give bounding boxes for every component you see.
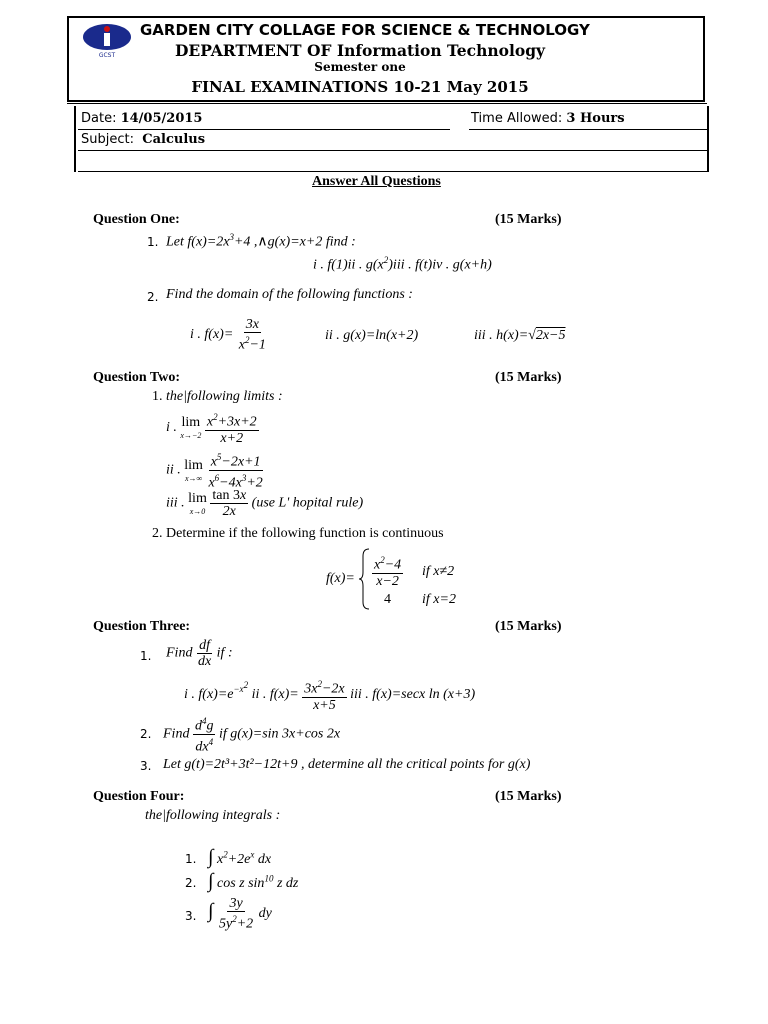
q2-item1-number: 1. (152, 389, 163, 404)
time-label: Time Allowed: (471, 111, 563, 126)
q4-item1-number: 1. (185, 852, 197, 866)
meta-bottom-line (78, 171, 707, 172)
q3-item3-text: Let g(t)=2t³+3t²−12t+9 , determine all the critical points for g(x) (163, 757, 531, 772)
q1-item1-text: Let $f(x)=2x^3+4$ ,∧g(x)=x+2 find : (166, 232, 356, 250)
q4-integral-3: ∫ $\frac{3y}{5y^2+2}$ dy (208, 896, 272, 932)
q3-item2-text: Find $\frac{d^4g}{dx^4}$ if g(x)=sin 3x+cos 2x (163, 716, 341, 755)
header-divider (67, 103, 707, 107)
meta-right-border (707, 106, 709, 172)
q1-domain-ii: ii . g(x)=ln(x+2) (325, 328, 419, 343)
subject-value: Calculus (142, 132, 206, 147)
date-field (81, 111, 202, 126)
subject-underline (78, 150, 707, 151)
q1-item1-parts: i . f(1)ii . $g(x^2)iii$ . f(t)iv . g(x+h) (313, 255, 492, 273)
piecewise-brace (358, 548, 370, 615)
q2-piecewise-case2: 4 (384, 592, 391, 607)
q4-integral-1: ∫ $x^2+2e^x$ dx (208, 846, 272, 868)
exam-title: FINAL EXAMINATIONS 10-21 May 2015 (191, 78, 529, 96)
q2-piecewise-lhs: f(x)= (326, 571, 355, 586)
q3-item1-number: 1. (140, 649, 152, 663)
question-one-title: Question One: (93, 212, 180, 227)
svg-text:GCST: GCST (98, 52, 116, 59)
subject-label: Subject: (81, 132, 134, 147)
question-four-marks: (15 Marks) (495, 789, 562, 804)
question-two-title: Question Two: (93, 370, 180, 385)
q2-limit-iii: iii . lim x→0 $\frac{\tan 3x}{2x}$ (use L' hopital rule) (166, 488, 364, 519)
time-value: 3 Hours (566, 111, 625, 126)
q4-item2-number: 2. (185, 876, 197, 890)
q2-limit-i: i . lim x→−2 $\frac{x^2+3x+2}{x+2}$ (166, 412, 257, 446)
question-two-marks: (15 Marks) (495, 370, 562, 385)
college-name: GARDEN CITY COLLAGE FOR SCIENCE & TECHNOLOGY (140, 21, 590, 39)
question-four-title: Question Four: (93, 789, 185, 804)
q3-item2-number: 2. (140, 727, 152, 741)
department-name: DEPARTMENT OF Information Technology (174, 41, 546, 60)
time-underline (469, 129, 707, 130)
date-value: 14/05/2015 (120, 111, 203, 126)
q1-item2-text: Find the domain of the following functions : (166, 287, 413, 302)
lhopital-note: (use L' hopital rule) (251, 495, 364, 511)
q2-piecewise-cond1: if x≠2 (422, 564, 455, 579)
subject-field (81, 132, 205, 147)
q2-limit-ii: ii . lim x→∞ $\frac{x^5-2x+1}{x^6-4x^3+2}$ (166, 452, 263, 491)
q1-domain-i: i . f(x)= $\frac{3x}{x^2-1}$ (190, 317, 266, 353)
q2-item2-number: 2. (152, 526, 163, 541)
semester: Semester one (314, 60, 406, 74)
date-underline (78, 129, 450, 130)
q4-item3-number: 3. (185, 909, 197, 923)
q1-item2-number: 2. (147, 290, 159, 304)
date-label: Date: (81, 111, 117, 126)
q2-piecewise-case1: $\frac{x^2-4}{x-2}$ (374, 555, 402, 589)
q1-domain-iii: iii . h(x)=√2x−5 (474, 328, 566, 343)
q2-item1-text: the|following limits : (166, 389, 283, 404)
q4-integral-2: ∫ cos z $\sin^{10} z$ dz (208, 870, 299, 892)
time-field (471, 111, 625, 126)
q3-item3-number: 3. (140, 759, 152, 773)
q2-piecewise-cond2: if x=2 (422, 592, 456, 607)
q1-item1-number: 1. (147, 235, 159, 249)
college-logo (82, 23, 132, 59)
q2-item2-text: Determine if the following function is continuous (166, 526, 444, 541)
question-three-marks: (15 Marks) (495, 619, 562, 634)
meta-left-border (74, 106, 76, 172)
q3-item1-parts: i . $f(x)=e^{-x^2}$ ii . f(x)= $\frac{3x^2-2x}{x+5}$ iii . f(x)=secx ln (x+3) (184, 679, 476, 713)
question-one-marks: (15 Marks) (495, 212, 562, 227)
q4-intro: the|following integrals : (145, 808, 281, 823)
question-three-title: Question Three: (93, 619, 191, 634)
instruction: Answer All Questions (312, 174, 441, 189)
q3-item1-text: Find $\frac{df}{dx}$ if : (166, 638, 233, 669)
